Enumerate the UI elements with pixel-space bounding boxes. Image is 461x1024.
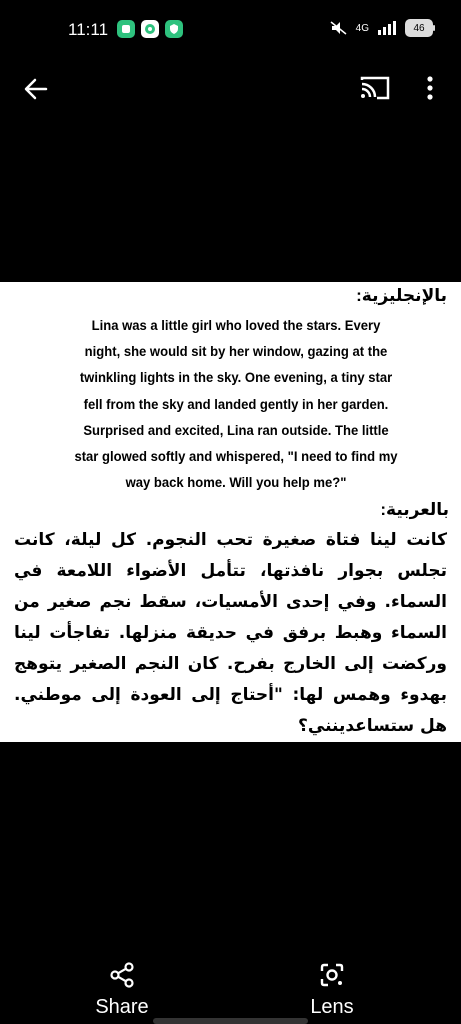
whatsapp-icon xyxy=(141,20,159,38)
english-paragraph: Lina was a little girl who loved the stars. Every night, she would sit by her window, gazing at the twinkling lights in the sky. One evening, a tiny star fell from the sky and landed gently in her garden. Surprised and excited, Lina ran outside. The little star glowed softly and whispered, "I need to find my way back home. Will you help me?" xyxy=(74,318,398,492)
more-vert-icon[interactable] xyxy=(420,74,440,102)
share-button[interactable] xyxy=(82,960,162,1019)
cast-icon[interactable] xyxy=(359,74,391,102)
mute-icon xyxy=(330,21,348,35)
share-icon xyxy=(107,960,137,990)
network-type: 4G xyxy=(355,22,369,34)
english-heading: بالإنجليزية: xyxy=(356,286,447,305)
arabic-heading: بالعربية: xyxy=(380,500,449,519)
lens-label: Lens xyxy=(310,996,354,1018)
arabic-paragraph: كانت لينا فتاة صغيرة تحب النجوم. كل ليلة، كانت تجلس بجوار نافذتها، تتأمل الأضواء اللامعة في السماء. وفي إحدى الأمسيات، سقط نجم صغير من السماء وهبط برفق في حديقة منزلها. تفاجأت لينا وركضت إلى الخارج بفرح. كان النجم الصغير يتوهج بهدوء وهمس لها: "أحتاج إلى العودة إلى موطني. هل ستساعدينني؟ xyxy=(14,530,447,736)
battery-icon xyxy=(405,19,433,37)
app-notification-icon xyxy=(117,20,135,38)
signal-icon xyxy=(377,21,397,35)
status-time: 11:11 xyxy=(68,20,109,39)
battery-level: 46 xyxy=(413,22,425,34)
lens-button[interactable] xyxy=(292,960,372,1019)
system-icons xyxy=(330,19,433,37)
share-label: Share xyxy=(95,996,149,1018)
shield-notification-icon xyxy=(165,20,183,38)
home-indicator[interactable] xyxy=(153,1018,308,1024)
status-bar xyxy=(0,0,461,58)
viewed-image xyxy=(0,282,461,742)
notification-icons xyxy=(117,20,183,38)
arrow-left-icon[interactable] xyxy=(22,75,50,103)
lens-icon xyxy=(317,960,347,990)
